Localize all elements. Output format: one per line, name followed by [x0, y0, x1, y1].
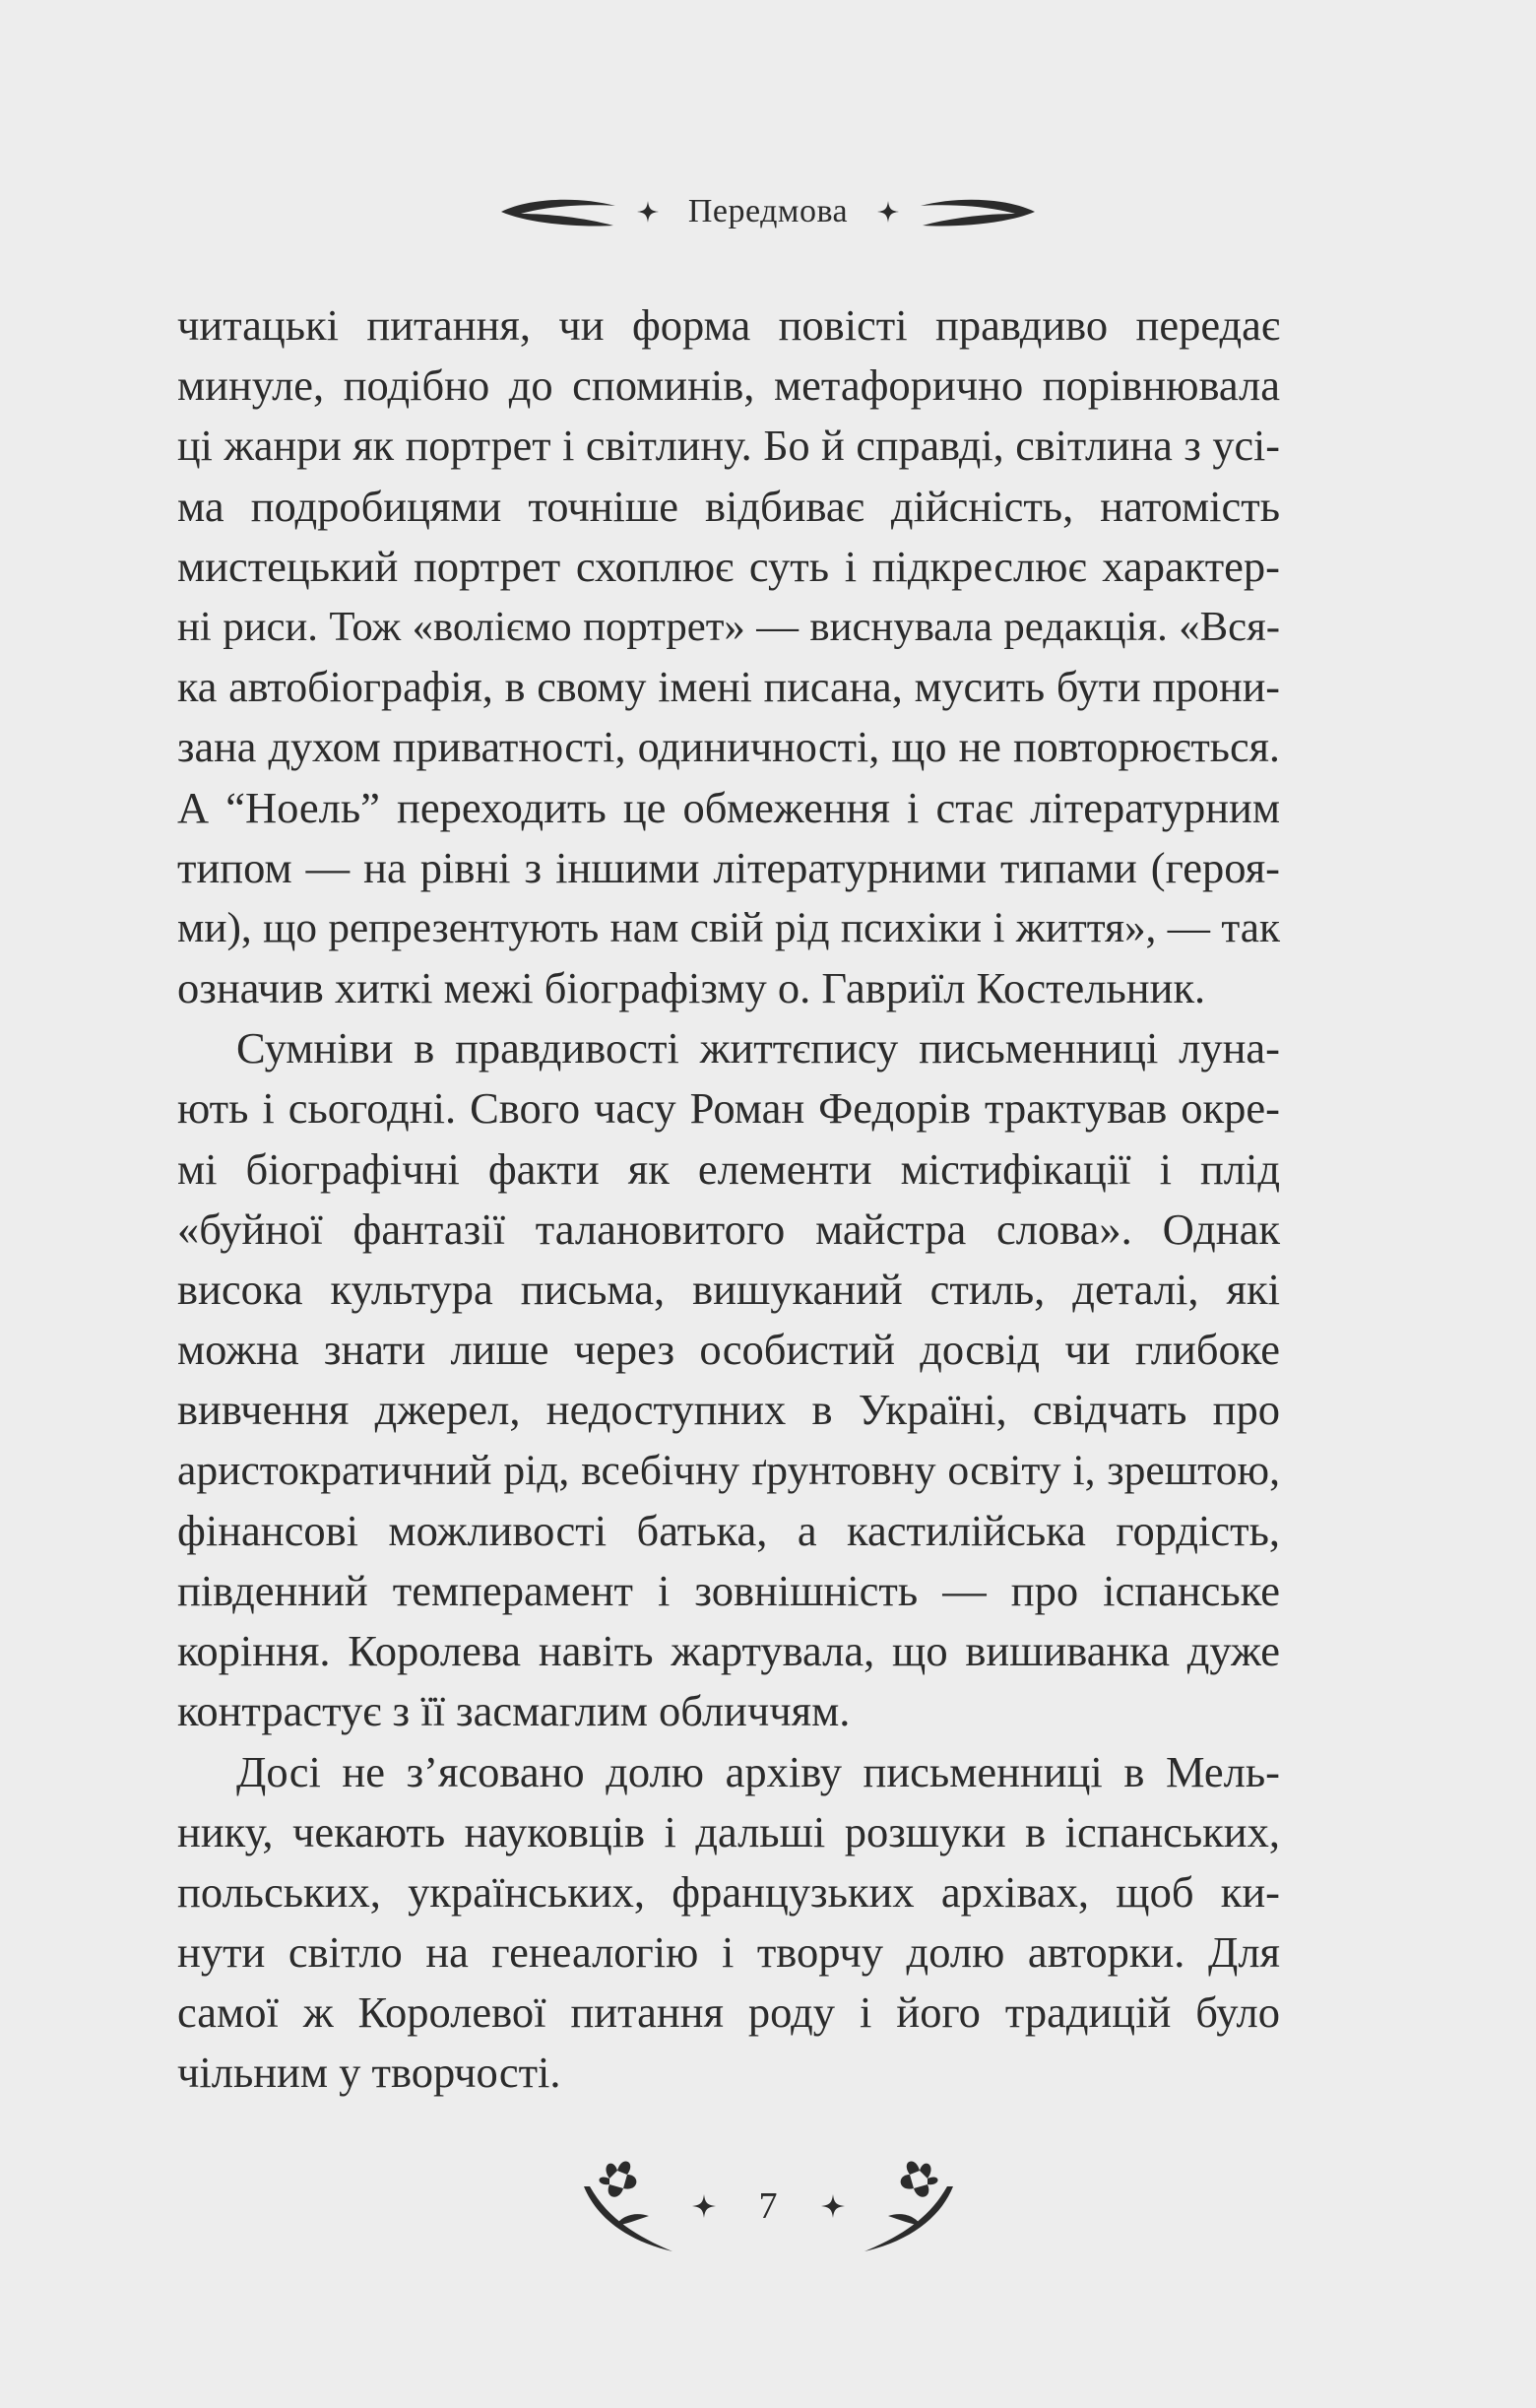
text-line: польських, українських, французьких архівах, щоб ки-: [177, 1866, 1280, 1917]
text-line: ка автобіографія, в свому імені писана, мусить бути прони-: [177, 663, 1280, 712]
page-footer: [0, 2152, 1536, 2260]
leaf-ornament-left-icon: [499, 192, 617, 231]
text-line: нути світло на генеалогію і творчу долю авторки. Для: [177, 1927, 1280, 1978]
text-line: ми), що репрезентують нам свій рід психіки і життя», — так: [177, 903, 1280, 951]
text-line: ють і сьогодні. Свого часу Роман Федорів трактував окре-: [177, 1083, 1280, 1134]
text-line: коріння. Королева навіть жартувала, що вишиванка дуже: [177, 1626, 1280, 1676]
text-line: Досі не з’ясовано долю архіву письменниці в Мель-: [236, 1746, 1280, 1796]
text-line: типом — на рівні з іншими літературними типами (героя-: [177, 842, 1280, 892]
text-line: означив хиткі межі біографізму о. Гавриїл Костельник.: [177, 963, 1206, 1013]
text-line: чільним у творчості.: [177, 2048, 561, 2098]
text-line: ні риси. Тож «воліємо портрет» — виснувала редакція. «Вся-: [177, 603, 1280, 650]
text-line: можна знати лише через особистий досвід чи глибоке: [177, 1325, 1280, 1375]
running-header: [0, 177, 1536, 246]
text-line: читацькі питання, чи форма повісті правдиво передає: [177, 300, 1280, 350]
text-line: Сумніви в правдивості життєпису письменниці луна-: [236, 1023, 1280, 1074]
text-line: нику, чекають науковців і дальші розшуки в іспанських,: [177, 1806, 1280, 1856]
four-point-star-icon: [877, 201, 899, 223]
text-line: А “Ноель” переходить це обмеження і стає літературним: [177, 782, 1280, 832]
text-line: ма подробицями точніше відбиває дійсність, натомість: [177, 481, 1280, 531]
four-point-star-icon: [692, 2194, 716, 2218]
text-line: «буйної фантазії талановитого майстра слова». Однак: [177, 1204, 1280, 1254]
text-line: самої ж Королевої питання роду і його традицій було: [177, 1987, 1280, 2038]
text-line: контрастує з її засмаглим обличчям.: [177, 1686, 851, 1736]
text-line: минуле, подібно до споминів, метафорично порівнювала: [177, 360, 1280, 411]
flower-ornament-right-icon: [853, 2157, 961, 2255]
text-line: південний темперамент і зовнішність — про іспанське: [177, 1565, 1280, 1615]
text-line: мистецький портрет схоплює суть і підкреслює характер-: [177, 541, 1280, 591]
leaf-ornament-right-icon: [919, 192, 1037, 231]
four-point-star-icon: [821, 2194, 845, 2218]
text-line: вивчення джерел, недоступних в Україні, свідчать про: [177, 1385, 1280, 1435]
text-line: мі біографічні факти як елементи містифікації і плід: [177, 1143, 1280, 1194]
page-number: 7: [758, 2185, 778, 2227]
flower-ornament-left-icon: [576, 2157, 684, 2255]
running-header-title: Передмова: [687, 193, 849, 229]
text-line: фінансові можливості батька, а кастилійська гордість,: [177, 1505, 1280, 1555]
text-line: висока культура письма, вишуканий стиль, деталі, які: [177, 1265, 1280, 1314]
text-line: зана духом приватності, одиничності, що не повторюється.: [177, 723, 1280, 772]
four-point-star-icon: [637, 201, 659, 223]
text-line: аристократичний рід, всебічну ґрунтовну освіту і, зрештою,: [177, 1446, 1280, 1494]
body-text: [177, 295, 1280, 2104]
text-line: ці жанри як портрет і світлину. Бо й справді, світлина з усі-: [177, 422, 1280, 471]
